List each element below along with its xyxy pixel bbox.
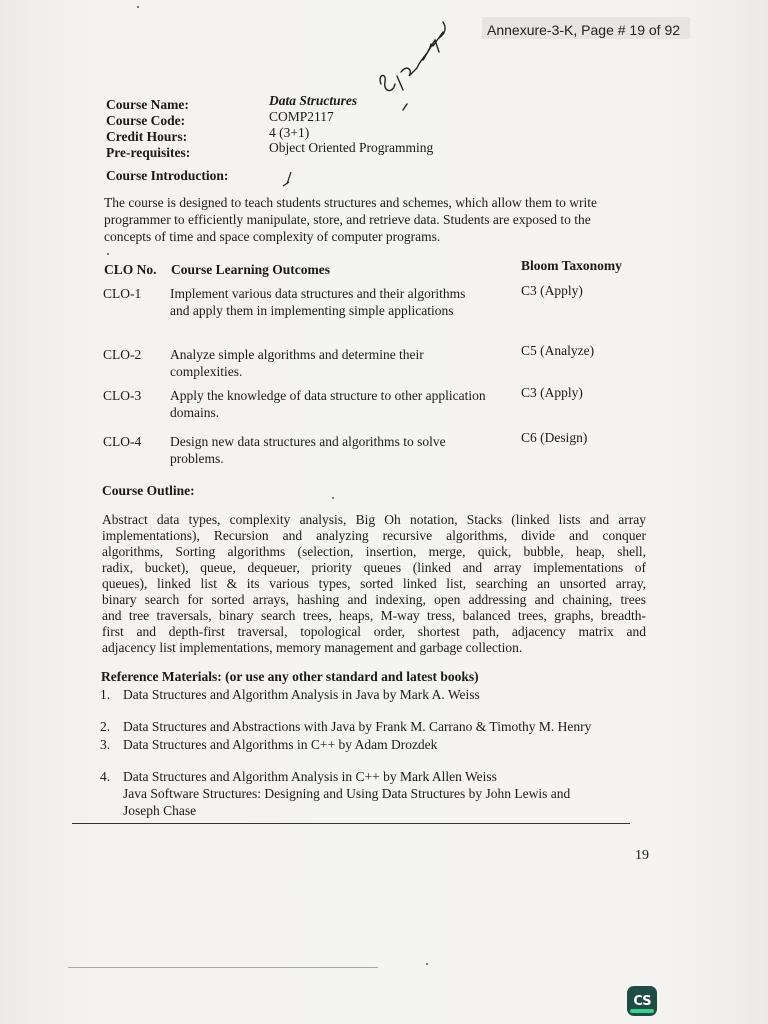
course-outline-text <box>102 512 646 656</box>
clo-description-line1: Implement various data structures and their algorithms <box>170 286 466 301</box>
credit-hours-label: Credit Hours: <box>106 129 188 144</box>
course-introduction-text <box>104 194 640 245</box>
outline-line: Abstract data types, complexity analysis, Big Oh notation, Stacks (linked lists and array <box>102 512 646 527</box>
clo-no-header: CLO No. <box>104 262 157 277</box>
reference-text: Data Structures and Algorithm Analysis in Java by Mark A. Weiss <box>123 687 480 702</box>
intro-line: concepts of time and space complexity of computer programs. <box>104 229 441 244</box>
speck <box>137 6 139 8</box>
outline-line: adjacency list implementations, memory management and garbage collection. <box>102 640 523 655</box>
outline-line: binary search for sorted arrays, hashing and indexing, open addressing and chaining, trees <box>102 592 646 607</box>
course-code-row <box>106 113 185 129</box>
clo-description-line2: complexities. <box>170 364 243 379</box>
reference-number: 3. <box>100 737 111 752</box>
footer-divider <box>72 823 630 824</box>
outline-line: and tree traversals, binary search trees, heaps, M-way tress, balanced trees, graphs, breadth- <box>102 608 646 623</box>
clo-bloom-level: C3 (Apply) <box>521 385 583 400</box>
clo-number: CLO-2 <box>103 347 142 362</box>
speck <box>332 497 334 499</box>
outline-line: radix, bucket), queue, dequeuer, priority queues (linked and array implementations of <box>102 560 646 575</box>
clo-description-line2: domains. <box>170 405 220 420</box>
course-name-value: Data Structures <box>269 93 358 108</box>
check-mark-annotation <box>281 170 295 188</box>
outline-line: first and depth-first traversal, topological order, shortest path, adjacency matrix and <box>102 624 646 639</box>
outline-line: algorithms, Sorting algorithms (selection, insertion, merge, quick, bubble, heap, shell, <box>102 544 646 559</box>
reference-text: Data Structures and Algorithms in C++ by Adam Drozdek <box>123 737 438 752</box>
speck <box>107 253 109 255</box>
annexure-label: Annexure-3-K, Page # 19 of 92 <box>487 22 681 38</box>
clo-description-line1: Analyze simple algorithms and determine their <box>170 347 424 362</box>
bloom-taxonomy-header: Bloom Taxonomy <box>521 258 622 273</box>
reference-materials-title: Reference Materials: (or use any other standard and latest books) <box>101 669 479 684</box>
reference-number: 4. <box>100 769 111 784</box>
reference-number: 2. <box>100 719 111 734</box>
clo-bloom-level: C3 (Apply) <box>521 283 583 298</box>
clo-description-line1: Design new data structures and algorithms to solve <box>170 434 446 449</box>
clo-number: CLO-4 <box>103 434 142 449</box>
intro-line: programmer to efficiently manipulate, store, and retrieve data. Students are exposed to the <box>104 212 591 227</box>
course-name-label: Course Name: <box>106 97 189 112</box>
credit-hours-row <box>106 129 187 145</box>
course-code-label: Course Code: <box>106 113 186 128</box>
clo-description-line2: problems. <box>170 451 224 466</box>
clo-number: CLO-3 <box>103 388 142 403</box>
prerequisites-value: Object Oriented Programming <box>269 140 434 155</box>
clo-description-line2: and apply them in implementing simple applications <box>170 303 454 318</box>
reference-extra-line: Java Software Structures: Designing and Using Data Structures by John Lewis and <box>123 786 571 801</box>
reference-text: Data Structures and Algorithm Analysis in C++ by Mark Allen Weiss <box>123 769 497 784</box>
course-outline-title: Course Outline: <box>102 483 195 498</box>
course-code-value: COMP2117 <box>269 109 334 124</box>
prerequisites-label: Pre-requisites: <box>106 145 191 160</box>
camscanner-badge-icon: CS <box>627 986 657 1016</box>
prerequisites-row <box>106 145 190 161</box>
page-number: 19 <box>635 848 649 863</box>
course-introduction-title: Course Introduction: <box>106 168 229 183</box>
clo-bloom-level: C6 (Design) <box>521 430 588 445</box>
course-name-row <box>106 97 189 113</box>
outline-line: queues), linked list & its various types, sorted linked list, searching an unsorted array, <box>102 576 646 591</box>
reference-text: Data Structures and Abstractions with Java by Frank M. Carrano & Timothy M. Henry <box>123 719 592 734</box>
scan-edge-line <box>68 967 378 968</box>
reference-number: 1. <box>100 687 111 702</box>
clo-outcome-header: Course Learning Outcomes <box>171 262 330 277</box>
reference-extra-line: Joseph Chase <box>123 803 197 818</box>
clo-description-line1: Apply the knowledge of data structure to other application <box>170 388 486 403</box>
outline-line: implementations), Recursion and analyzing recursive algorithms, divide and conquer <box>102 528 646 543</box>
intro-line: The course is designed to teach students structures and schemes, which allow them to write <box>104 195 597 210</box>
clo-number: CLO-1 <box>103 286 142 301</box>
credit-hours-value: 4 (3+1) <box>269 125 310 140</box>
speck <box>426 963 428 965</box>
handwritten-signature <box>373 14 453 114</box>
clo-bloom-level: C5 (Analyze) <box>521 343 595 358</box>
